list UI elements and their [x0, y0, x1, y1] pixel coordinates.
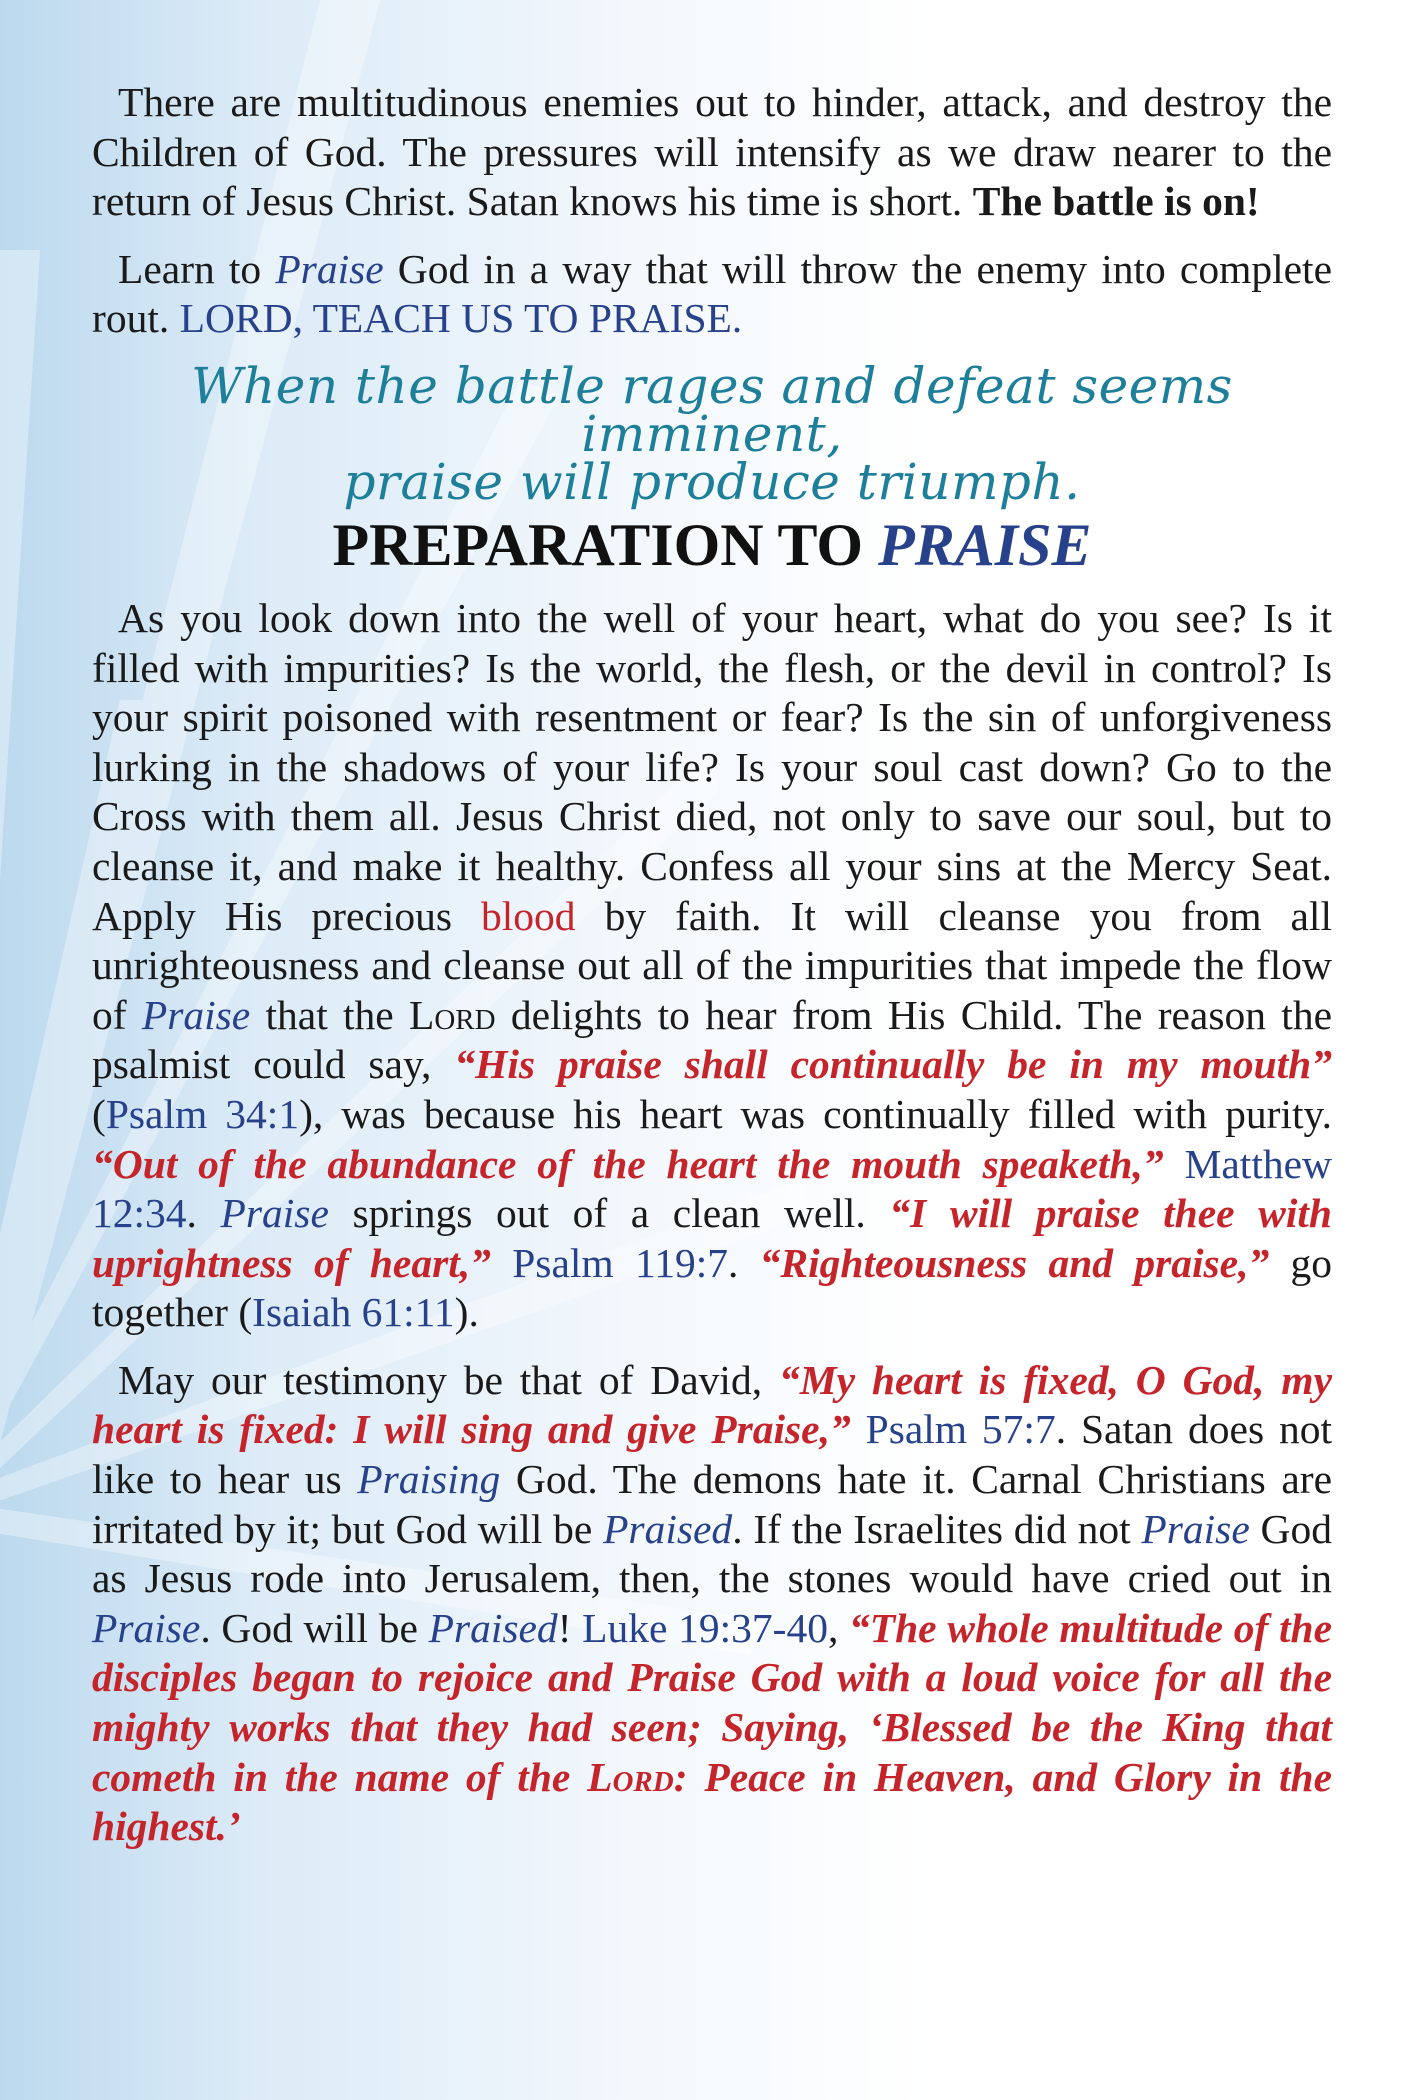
- testimony-paragraph: May our testimony be that of David, “My heart is fixed, O God, my heart is fixed: I will sing and give Praise,” Psalm 57:7. Satan does not like to hear us Praising God. The demons hate it. Carnal Christians are irritated by it; but God will be Praised. If the Israelites did not Praise God as Jesus rode into Jerusalem, then, the stones would have cried out in Praise. God will be Praised! Luke 19:37-40, “The whole multitude of the disciples began to rejoice and Praise God with a loud voice for all the mighty works that they had seen; Saying, ‘Blessed be the King that cometh in the name of the Lord: Peace in Heaven, and Glory in the highest.’: [92, 1356, 1333, 1850]
- scripture-reference: Psalm 34:1: [105, 1090, 300, 1137]
- scripture-quote: “His praise shall continually be in my mouth”: [454, 1041, 1333, 1088]
- scripture-quote: “Righteousness and praise,”: [759, 1239, 1270, 1286]
- prayer-line: LORD, TEACH US TO PRAISE.: [179, 295, 743, 342]
- tagline: When the battle rages and defeat seems imminent, praise will produce triumph.: [191, 356, 1233, 511]
- learn-to-praise-paragraph: Learn to Praise God in a way that will throw the enemy into complete rout. LORD, TEACH US TO PRAISE.: [92, 245, 1332, 342]
- scripture-reference: Matthew 12:34: [92, 1140, 1332, 1237]
- section-heading: PREPARATION TO PRAISE: [332, 511, 1092, 578]
- scripture-reference: Isaiah 61:11: [252, 1289, 455, 1336]
- scripture-reference: Psalm 57:7: [865, 1406, 1056, 1453]
- scripture-quote: “My heart is fixed, O God, my heart is fixed: I will sing and give Praise,”: [92, 1356, 1332, 1453]
- page-content: [92, 78, 1332, 1852]
- scripture-quote: “The whole multitude of the disciples began to rejoice and Praise God with a loud voice for all the mighty works that they had seen; Saying, ‘Blessed be the King that cometh in the name of the: [92, 1604, 1333, 1800]
- scripture-quote: “I will praise thee with uprightness of heart,”: [92, 1190, 1332, 1286]
- intro-paragraph: There are multitudinous enemies out to hinder, attack, and destroy the Children of God. The pressures will intensify as we draw nearer to the return of Jesus Christ. Satan knows his time is short. The battle is on!: [92, 79, 1332, 225]
- scripture-reference: Luke 19:37-40: [582, 1604, 828, 1651]
- battle-emphasis: The battle is on!: [972, 178, 1260, 225]
- heart-well-paragraph: As you look down into the well of your heart, what do you see? Is it filled with impurities? Is the world, the flesh, or the devil in control? Is your spirit poisoned with resentment or fear? Is the sin of unforgiveness lurking in the shadows of your life? Is your soul cast down? Go to the Cross with them all. Jesus Christ died, not only to save our soul, but to cleanse it, and make it healthy. Confess all your sins at the Mercy Seat. Apply His precious blood by faith. It will cleanse you from all unrighteousness and cleanse out all of the impurities that impede the flow of Praise that the Lord delights to hear from His Child. The reason the psalmist could say, “His praise shall continually be in my mouth” (Psalm 34:1), was because his heart was continually filled with purity. “Out of the abundance of the heart the mouth speaketh,” Matthew 12:34. Praise springs out of a clean well. “I will praise thee with uprightness of heart,” Psalm 119:7. “Righteousness and praise,” go together (Isaiah 61:11).: [92, 594, 1333, 1336]
- scripture-reference: Psalm 119:7: [512, 1239, 728, 1286]
- scripture-quote: “Out of the abundance of the heart the mouth speaketh,”: [92, 1140, 1164, 1187]
